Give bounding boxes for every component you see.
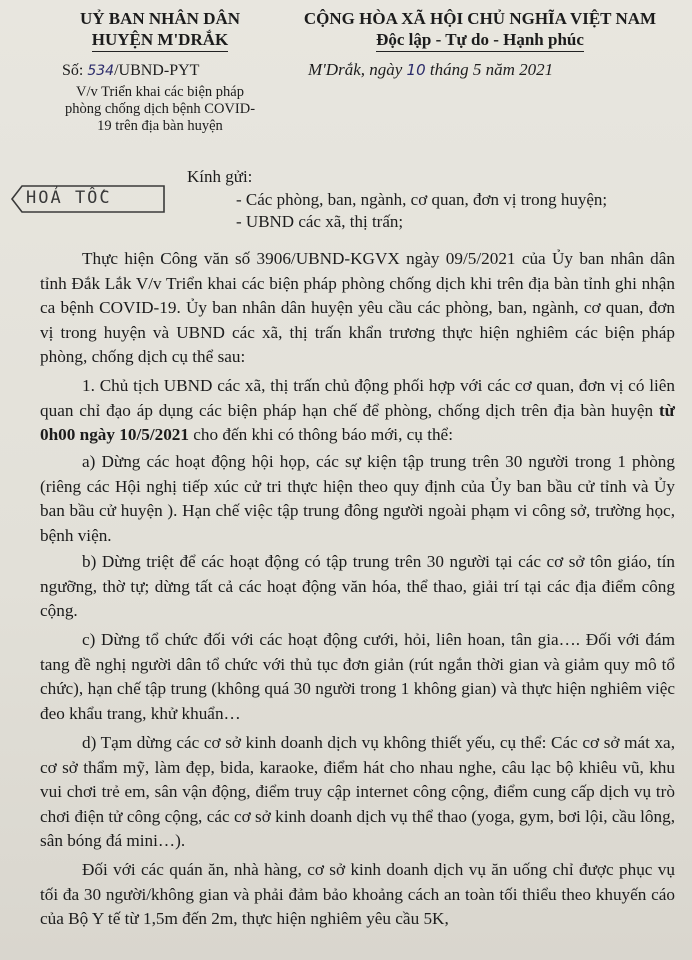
body-item-d: d) Tạm dừng các cơ sở kinh doanh dịch vụ không thiết yếu, cụ thể: Các cơ sở mát xa, cơ sở thẩm mỹ, làm đẹp, bida, karaoke, điểm hát cho nhau nghe, câu lạc bộ khiêu vũ, khu vui chơi trẻ em, sân vận động, điểm truy cập internet công cộng, điểm cung cấp dịch vụ trò chơi điện tử công cộng, các cơ sở kinh doanh dịch vụ thể thao (yoga, gym, bơi lội, cầu lông, sân bóng đá mini…). <box>40 733 675 850</box>
item-1-text: 1. Chủ tịch UBND các xã, thị trấn chủ động phối hợp với các cơ quan, đơn vị có liên quan chỉ đạo áp dụng các biện pháp hạn chế để phòng, chống dịch trên địa bàn huyện <box>40 376 675 420</box>
document-subject <box>40 84 280 135</box>
date-line <box>308 60 553 80</box>
recipient-item: - UBND các xã, thị trấn; <box>236 212 404 231</box>
body-item-b: b) Dừng triệt để các hoạt động có tập trung trên 30 người tại các cơ sở tôn giáo, tín ngưỡng, thờ tự; dừng tất cả các hoạt động văn hóa, thể thao, giải trí tại các địa điểm công cộng. <box>40 552 675 620</box>
body-item-c: c) Dừng tổ chức đối với các hoạt động cưới, hỏi, liên hoan, tân gia…. Đối với đám tang đề nghị người dân tổ chức với thủ tục đơn giản (rút ngắn thời gian và giảm quy mô tổ chức), hạn chế tập trung (không quá 30 người trong 1 không gian) và thực hiện nghiêm việc đeo khẩu trang, khử khuẩn… <box>40 630 675 723</box>
subject-line: phòng chống dịch bệnh COVID- <box>64 101 256 117</box>
agency-name: UỶ BAN NHÂN DÂN <box>79 9 241 28</box>
recipients-label: Kính gửi: <box>187 167 253 186</box>
recipient-item: - Các phòng, ban, ngành, cơ quan, đơn vị trong huyện; <box>236 190 608 209</box>
national-header <box>270 8 690 52</box>
item-1-effective-time: từ 0h00 ngày 10/5/2021 <box>40 400 675 444</box>
date-place: M'Drắk, ngày <box>308 60 403 79</box>
date-day-handwritten: 10 <box>406 61 426 79</box>
agency-district: HUYỆN M'DRẮK <box>92 29 228 52</box>
document-number-suffix: /UBND-PYT <box>114 62 200 79</box>
body-item-a: a) Dừng các hoạt động hội họp, các sự kiện tập trung trên 30 người trong 1 phòng (riêng các Hội nghị tiếp xúc cử tri thực hiện theo quy định của Ủy ban bầu cử tỉnh và Ủy ban bầu cử huyện ). Hạn chế việc tập trung đông người ngoài phạm vi công sở, trường học, bệnh viện. <box>40 452 675 545</box>
body-item-e: Đối với các quán ăn, nhà hàng, cơ sở kinh doanh dịch vụ ăn uống chỉ được phục vụ tối đa 30 người/không gian và phải đảm bảo khoảng cách an toàn tối thiểu theo khuyến cáo của Bộ Y tế từ 1,5m đến 2m, thực hiện nghiêm yêu cầu 5K, <box>40 860 675 928</box>
subject-line: 19 trên địa bàn huyện <box>97 118 223 134</box>
body-item-1 <box>40 374 675 448</box>
body-intro: Thực hiện Công văn số 3906/UBND-KGVX ngày 09/5/2021 của Ủy ban nhân dân tỉnh Đắk Lắk V/v Triển khai các biện pháp phòng chống dịch khi trên địa bàn tỉnh ghi nhận ca bệnh COVID-19. Ủy ban nhân dân huyện yêu cầu các phòng, ban, ngành, cơ quan, đơn vị trong huyện và UBND các xã, thị trấn khẩn trương thực hiện nghiêm các biện pháp phòng, chống dịch cụ thể sau: <box>40 249 675 366</box>
national-motto: Độc lập - Tự do - Hạnh phúc <box>376 29 584 52</box>
subject-line: V/v Triển khai các biện pháp <box>76 84 244 100</box>
issuing-agency <box>40 8 280 52</box>
date-month-year: tháng 5 năm 2021 <box>429 60 554 79</box>
document-number <box>62 62 199 80</box>
document-number-prefix: Số: <box>62 62 84 79</box>
nation-name: CỘNG HÒA XÃ HỘI CHỦ NGHĨA VIỆT NAM <box>303 9 657 28</box>
document-number-handwritten: 534 <box>87 63 115 79</box>
item-1-text-end: cho đến khi có thông báo mới, cụ thể: <box>188 425 453 444</box>
urgent-stamp-text: HOẢ TỐC <box>26 188 112 208</box>
